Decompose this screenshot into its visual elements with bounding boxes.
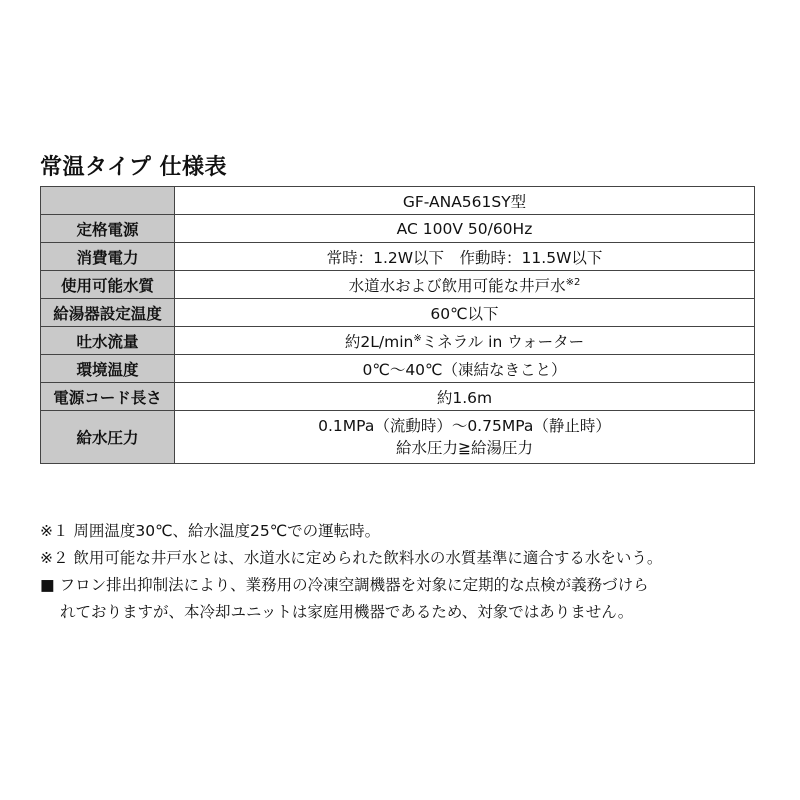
row-value: 60℃以下: [175, 299, 755, 327]
row-value-line: 0.1MPa（流動時）～0.75MPa（静止時）: [318, 417, 611, 435]
page-title: 常温タイプ 仕様表: [40, 155, 228, 180]
row-value-text: 約2L/min: [344, 332, 414, 351]
table-row: [41, 355, 755, 383]
footnotes: [40, 518, 662, 626]
table-row: [41, 215, 755, 243]
row-label: 使用可能水質: [41, 271, 175, 299]
row-label: 定格電源: [41, 215, 175, 243]
spec-table: [40, 186, 755, 464]
footnote-1: ※１ 周囲温度30℃、給水温度25℃での運転時。: [40, 522, 381, 540]
row-label: 環境温度: [41, 355, 175, 383]
row-label: 消費電力: [41, 243, 175, 271]
row-value: 0℃～40℃（凍結なきこと）: [175, 355, 755, 383]
footnote-2: ※２ 飲用可能な井戸水とは、水道水に定められた飲料水の水質基準に適合する水をいう。: [40, 549, 663, 567]
row-label: 給水圧力: [41, 411, 175, 464]
row-value: [175, 271, 755, 299]
row-value: [175, 411, 755, 464]
footnote-freon: ■ フロン排出抑制法により、業務用の冷凍空調機器を対象に定期的な点検が義務づけら: [40, 576, 649, 594]
table-row: [41, 299, 755, 327]
row-label: 吐水流量: [41, 327, 175, 355]
table-row: [41, 243, 755, 271]
row-label: 電源コード長さ: [41, 383, 175, 411]
row-label: 給湯器設定温度: [41, 299, 175, 327]
row-value: [175, 327, 755, 355]
row-value-text: 水道水および飲用可能な井戸水: [348, 276, 566, 295]
row-value: 常時：1.2W以下 作動時：11.5W以下: [175, 243, 755, 271]
footnote-mark: ※: [413, 332, 422, 344]
footnote-freon-continued: れておりますが、本冷却ユニットは家庭用機器であるため、対象ではありません。: [60, 603, 634, 621]
footnote-mark: ※2: [565, 276, 581, 288]
table-row: [41, 383, 755, 411]
row-value: AC 100V 50/60Hz: [175, 215, 755, 243]
table-header-row: [41, 187, 755, 215]
table-row: [41, 411, 755, 464]
row-value-line: 給水圧力≧給湯圧力: [396, 439, 533, 457]
model-name: GF-ANA561SY型: [175, 187, 755, 215]
header-corner-cell: [41, 187, 175, 215]
table-row: [41, 271, 755, 299]
table-row: [41, 327, 755, 355]
row-value: 約1.6m: [175, 383, 755, 411]
row-value-text: ミネラル in ウォーター: [421, 332, 585, 351]
